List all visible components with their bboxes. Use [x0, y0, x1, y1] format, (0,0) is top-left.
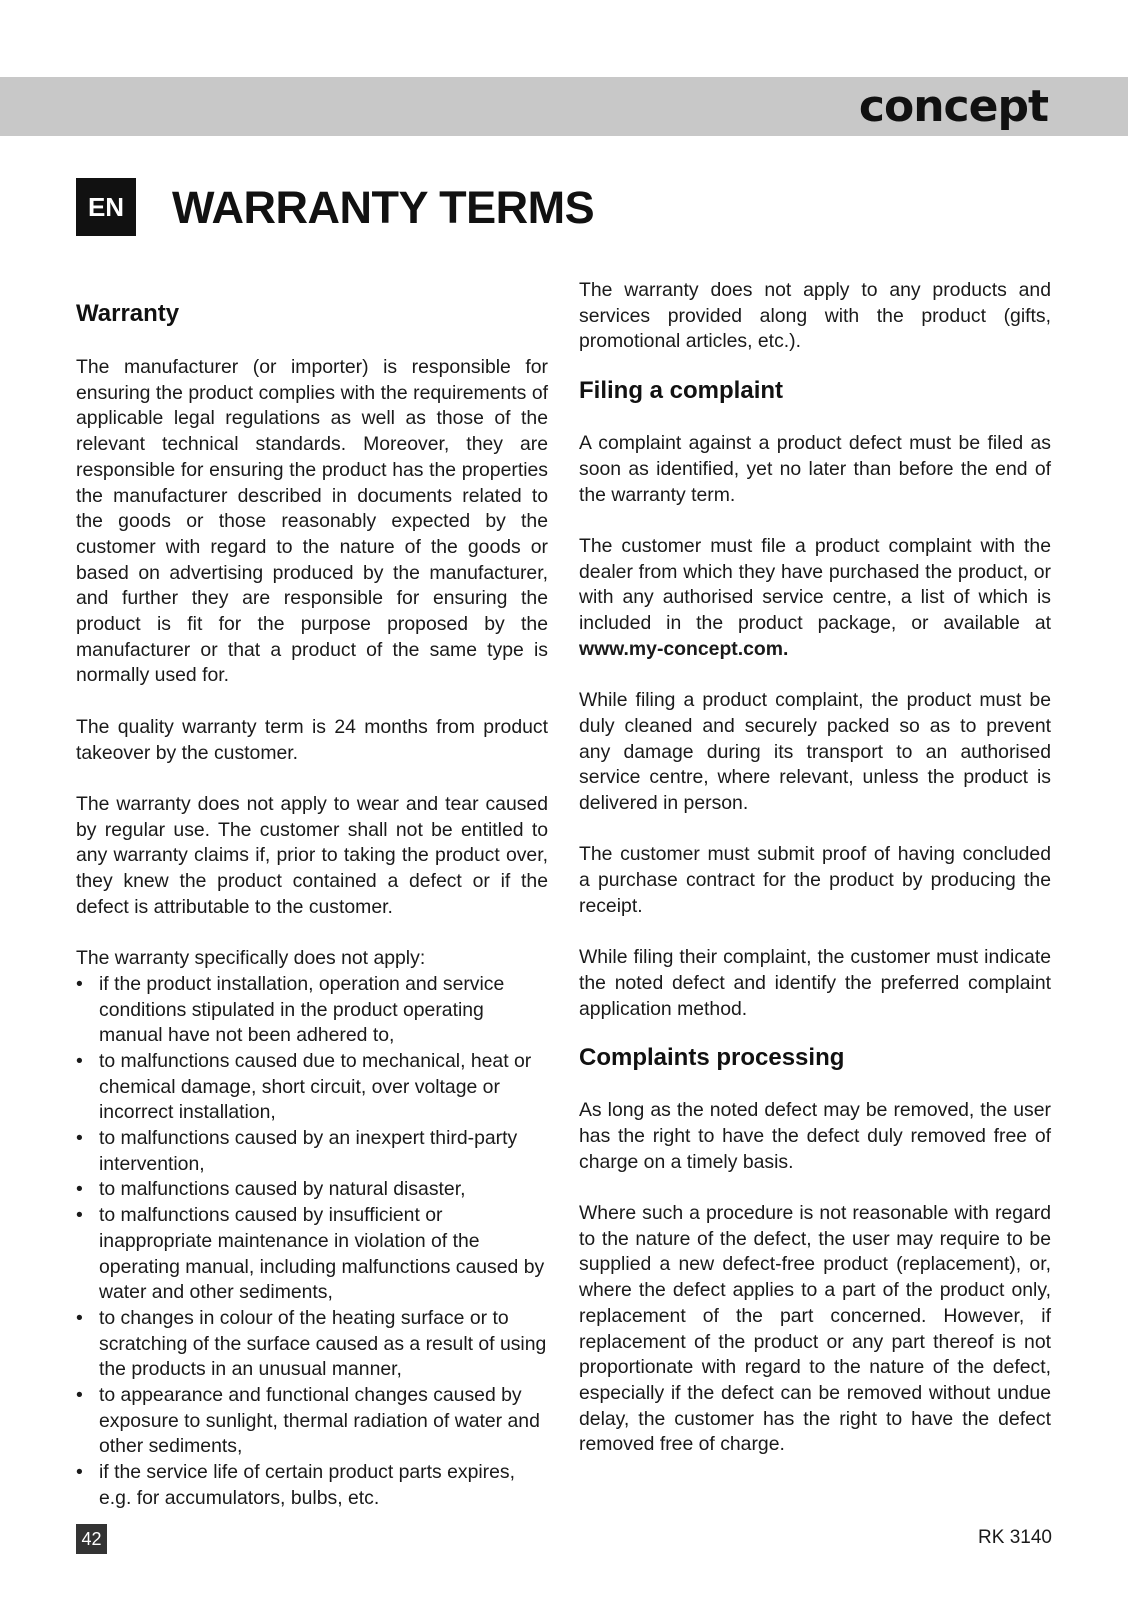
list-item: • to appearance and functional changes caused by exposure to sunlight, thermal radiation of water and other sediments, [76, 1383, 548, 1460]
list-item: • to malfunctions caused due to mechanical, heat or chemical damage, short circuit, over voltage or incorrect installation, [76, 1049, 548, 1126]
filing-paragraph-2-text: The customer must file a product complaint with the dealer from which they have purchased the product, or with any authorised service centre, a list of which is included in the product package, or available at [579, 534, 1051, 635]
filing-paragraph-4: The customer must submit proof of having concluded a purchase contract for the product by producing the receipt. [579, 843, 1051, 917]
list-item: • if the product installation, operation and service conditions stipulated in the product operating manual have not been adhered to, [76, 972, 548, 1049]
header-band [0, 77, 1128, 136]
list-item: • if the service life of certain product parts expires, e.g. for accumulators, bulbs, etc. [76, 1460, 548, 1511]
filing-paragraph-1: A complaint against a product defect must be filed as soon as identified, yet no later than before the end of the warranty term. [579, 432, 1051, 506]
filing-paragraph-2 [579, 534, 1051, 663]
language-badge: EN [76, 178, 136, 236]
filing-paragraph-3: While filing a product complaint, the product must be duly cleaned and securely packed so as to prevent any damage during its transport to an authorised service centre, where relevant, unless the product is delivered in person. [579, 689, 1051, 814]
filing-complaint-heading: Filing a complaint [579, 377, 784, 405]
page-title: WARRANTY TERMS [172, 182, 595, 233]
brand-logo: concept [858, 81, 1048, 132]
exclusions-list [76, 972, 548, 1512]
processing-paragraph-1: As long as the noted defect may be removed, the user has the right to have the defect duly removed free of charge on a timely basis. [579, 1099, 1051, 1173]
left-column [76, 299, 548, 1512]
complaints-processing-heading: Complaints processing [579, 1044, 845, 1072]
warranty-paragraph-2: The quality warranty term is 24 months from product takeover by the customer. [76, 715, 548, 764]
model-code: RK 3140 [978, 1527, 1052, 1548]
warranty-heading: Warranty [76, 300, 180, 327]
page-number: 42 [76, 1524, 107, 1554]
filing-paragraph-5: While filing their complaint, the customer must indicate the noted defect and identify the preferred complaint application method. [579, 946, 1051, 1020]
exclusion-gifts-paragraph: The warranty does not apply to any products and services provided along with the product (gifts, promotional articles, etc.). [579, 279, 1051, 353]
website-link[interactable]: www.my-concept.com. [579, 637, 789, 660]
processing-paragraph-2: Where such a procedure is not reasonable with regard to the nature of the defect, the user may require to be supplied a new defect-free product (replacement), or, where the defect applies to a part of the product only, replacement of the part concerned. However, if replacement of the product or any part thereof is not proportionate with regard to the nature of the defect, especially if the defect can be removed without undue delay, the customer has the right to have the defect removed free of charge. [579, 1202, 1051, 1456]
list-item: • to malfunctions caused by natural disaster, [76, 1177, 548, 1203]
exclusions-intro: The warranty specifically does not apply: [76, 947, 426, 970]
list-item: • to malfunctions caused by an inexpert third-party intervention, [76, 1126, 548, 1177]
list-item: • to changes in colour of the heating surface or to scratching of the surface caused as a result of using the products in an unusual manner, [76, 1306, 548, 1383]
warranty-paragraph-3: The warranty does not apply to wear and tear caused by regular use. The customer shall not be entitled to any warranty claims if, prior to taking the product over, they knew the product contained a defect or if the defect is attributable to the customer. [76, 792, 548, 918]
right-column [579, 278, 1051, 1484]
warranty-paragraph-1: The manufacturer (or importer) is responsible for ensuring the product complies with the requirements of applicable legal regulations as well as those of the relevant technical standards. Moreover, they are responsible for ensuring the product has the properties the manufacturer described in documents related to the goods or those reasonably expected by the customer with regard to the nature of the goods or based on advertising produced by the manufacturer, and further they are responsible for ensuring the product is fit for the purpose proposed by the manufacturer or that a product of the same type is normally used for. [76, 356, 548, 687]
list-item: • to malfunctions caused by insufficient or inappropriate maintenance in violation of the operating manual, including malfunctions caused by water and other sediments, [76, 1203, 548, 1306]
